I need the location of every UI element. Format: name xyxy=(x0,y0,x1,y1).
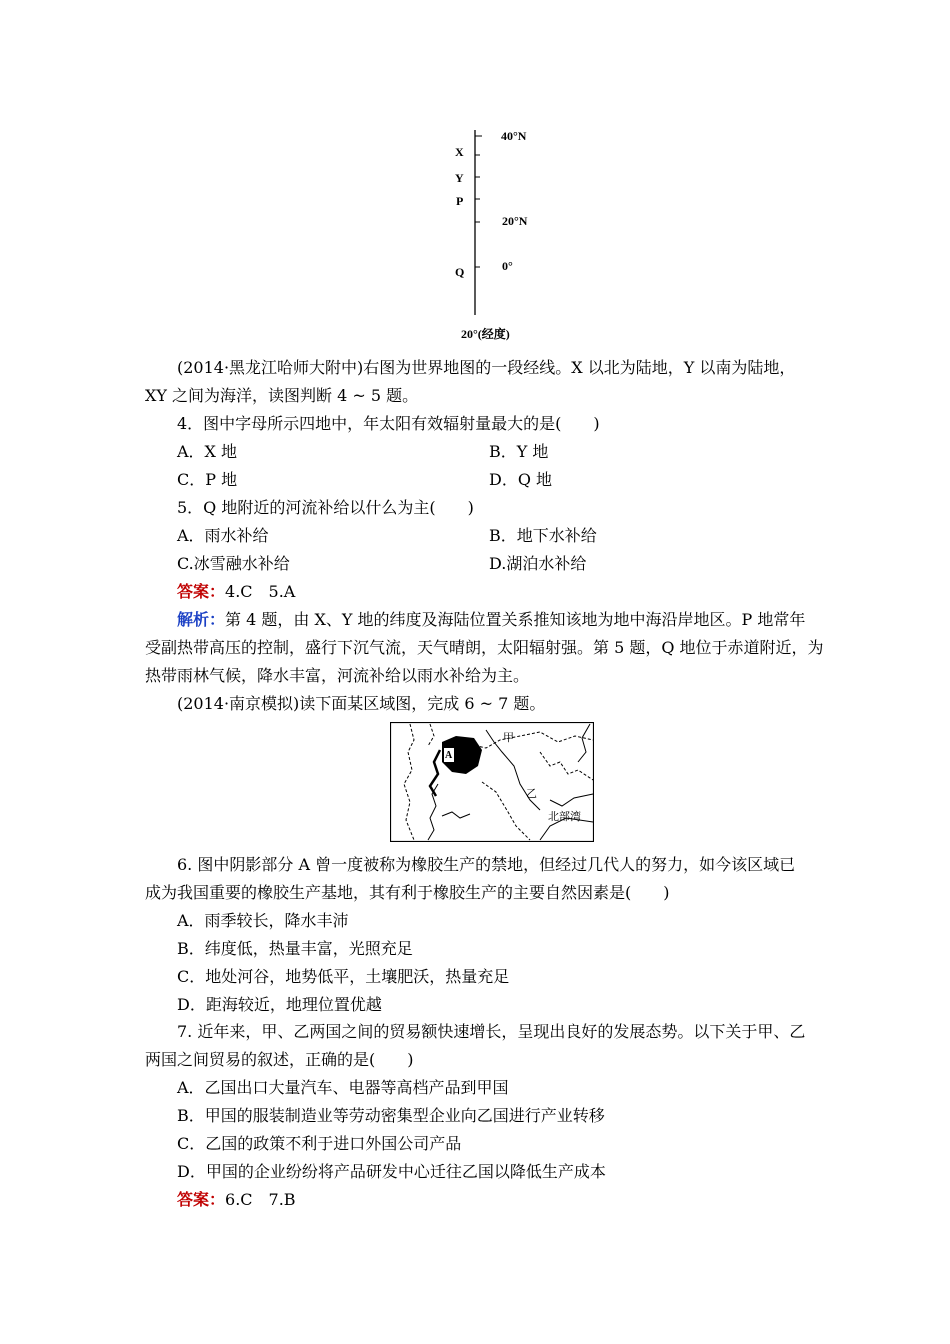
q4-stem: 4．图中字母所示四地中，年太阳有效辐射量最大的是( ) xyxy=(177,414,600,433)
beibu-gulf-label: 北部湾 xyxy=(548,811,581,823)
q4-option-b: B．Y 地 xyxy=(489,442,549,461)
q6-option-b: B．纬度低，热量丰富，光照充足 xyxy=(177,939,413,958)
point-y-label: Y xyxy=(455,171,464,185)
q7-stem-line-2: 两国之间贸易的叙述，正确的是( ) xyxy=(145,1050,414,1069)
q5-option-a: A．雨水补给 xyxy=(177,526,269,545)
point-x-label: X xyxy=(455,145,464,159)
q6-option-a: A．雨季较长，降水丰沛 xyxy=(177,911,349,930)
q5-option-d: D.湖泊水补给 xyxy=(489,554,587,573)
latitude-0-label: 0° xyxy=(502,259,513,273)
q4-option-c: C．P 地 xyxy=(177,470,238,489)
q6-option-c: C．地处河谷，地势低平，土壤肥沃，热量充足 xyxy=(177,967,510,986)
q6-stem-line-2: 成为我国重要的橡胶生产基地，其有利于橡胶生产的主要自然因素是( ) xyxy=(145,883,670,902)
region-map-graphic xyxy=(390,722,594,842)
answer2-label: 答案： xyxy=(177,1190,226,1209)
q4-option-a: A．X 地 xyxy=(177,442,238,461)
region-a-label: A xyxy=(445,750,453,761)
intro-line-2: XY 之间为海洋，读图判断 4 ~ 5 题。 xyxy=(145,386,419,405)
country-jia-label: 甲 xyxy=(503,732,514,744)
q7-stem-line-1: 7. 近年来，甲、乙两国之间的贸易额快速增长，呈现出良好的发展态势。以下关于甲、乙 xyxy=(177,1022,806,1041)
q7-option-b: B．甲国的服装制造业等劳动密集型企业向乙国进行产业转移 xyxy=(177,1106,605,1125)
q5-option-c: C.冰雪融水补给 xyxy=(177,554,290,573)
answer2-text: 6.C 7.B xyxy=(225,1190,296,1209)
latitude-20n-label: 20°N xyxy=(502,214,528,228)
explanation-text-1: 第 4 题，由 X、Y 地的纬度及海陆位置关系推知该地为地中海沿岸地区。P 地常年 xyxy=(225,610,806,629)
intro-line-1: (2014·黑龙江哈师大附中)右图为世界地图的一段经线。X 以北为陆地，Y 以南为陆地， xyxy=(177,358,796,377)
explanation-line-2: 受副热带高压的控制，盛行下沉气流，天气晴朗，太阳辐射强。第 5 题，Q 地位于赤道附近，为 xyxy=(145,638,824,657)
explanation-line-1 xyxy=(177,610,857,630)
longitude-caption: 20°(经度) xyxy=(461,327,510,341)
intro2-line: (2014·南京模拟)读下面某区域图，完成 6 ~ 7 题。 xyxy=(177,694,546,713)
answer-6-7 xyxy=(177,1190,857,1210)
point-p-label: P xyxy=(456,194,464,208)
meridian-figure xyxy=(440,125,550,345)
q4-option-d: D．Q 地 xyxy=(489,470,553,489)
q7-option-c: C．乙国的政策不利于进口外国公司产品 xyxy=(177,1134,462,1153)
q7-option-d: D．甲国的企业纷纷将产品研发中心迁往乙国以降低生产成本 xyxy=(177,1162,606,1181)
country-yi-label: 乙 xyxy=(526,788,537,800)
answer-4-5 xyxy=(177,582,857,602)
region-map xyxy=(390,722,594,842)
q6-option-d: D．距海较近，地理位置优越 xyxy=(177,995,382,1014)
explanation-label: 解析： xyxy=(177,610,226,629)
point-q-label: Q xyxy=(455,265,465,279)
q6-stem-line-1: 6. 图中阴影部分 A 曾一度被称为橡胶生产的禁地，但经过几代人的努力，如今该区域已 xyxy=(177,855,796,874)
explanation-line-3: 热带雨林气候，降水丰富，河流补给以雨水补给为主。 xyxy=(145,666,530,685)
answer-label: 答案： xyxy=(177,582,226,601)
latitude-40n-label: 40°N xyxy=(501,129,527,143)
q5-option-b: B．地下水补给 xyxy=(489,526,597,545)
q5-stem: 5．Q 地附近的河流补给以什么为主( ) xyxy=(177,498,474,517)
answer-text: 4.C 5.A xyxy=(225,582,296,601)
q7-option-a: A．乙国出口大量汽车、电器等高档产品到甲国 xyxy=(177,1078,509,1097)
